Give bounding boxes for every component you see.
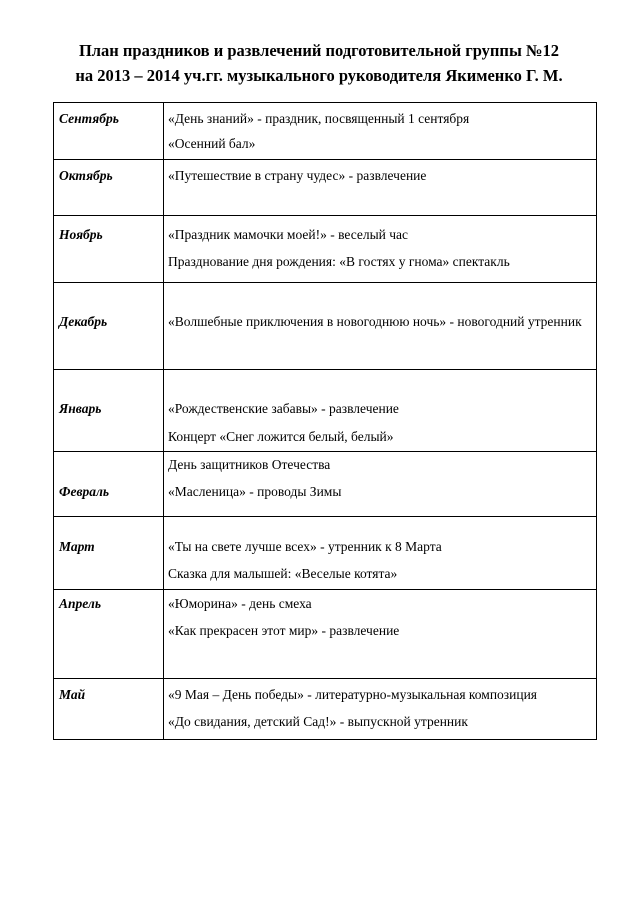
document-title [40,38,598,88]
events-cell [164,283,597,370]
month-label: Октябрь [59,168,113,183]
event-item: «До свидания, детский Сад!» - выпускной утренник [168,714,468,729]
events-cell [164,370,597,452]
events-cell [164,679,597,740]
events-cell [164,103,597,160]
month-label: Сентябрь [59,111,119,126]
month-label: Декабрь [59,314,108,329]
events-cell [164,452,597,517]
month-label: Ноябрь [59,227,103,242]
title-line-1: План праздников и развлечений подготовительной группы №12 [78,41,560,60]
events-cell [164,216,597,283]
title-line-2: на 2013 – 2014 уч.гг. музыкального руководителя Якименко Г. М. [75,66,563,85]
month-cell [54,452,164,517]
event-item: «Масленица» - проводы Зимы [168,484,342,499]
month-cell [54,216,164,283]
month-cell [54,590,164,679]
table-row-may [54,679,597,740]
table-row-october [54,160,597,216]
table-row-november [54,216,597,283]
event-item: Празднование дня рождения: «В гостях у гнома» спектакль [168,254,510,269]
month-cell [54,103,164,160]
table-row-april [54,590,597,679]
event-item: «9 Мая – День победы» - литературно-музыкальная композиция [168,687,538,702]
table-row-march [54,517,597,590]
event-item: «Юморина» - день смеха [168,596,312,611]
table-row-december [54,283,597,370]
month-label: Январь [59,401,102,416]
event-item: «Ты на свете лучше всех» - утренник к 8 Марта [168,539,442,554]
events-plan-table [53,102,597,740]
month-cell [54,283,164,370]
month-cell [54,160,164,216]
event-item: «Праздник мамочки моей!» - веселый час [168,227,409,242]
table-row-september [54,103,597,160]
event-item: «Путешествие в страну чудес» - развлечение [168,168,427,183]
month-cell [54,370,164,452]
event-item: Концерт «Снег ложится белый, белый» [168,429,394,444]
events-cell [164,590,597,679]
event-item: День защитников Отечества [168,457,331,472]
event-item: «День знаний» - праздник, посвященный 1 сентября [168,111,470,126]
table-row-february [54,452,597,517]
month-label: Май [59,687,86,702]
table-row-january [54,370,597,452]
month-cell [54,679,164,740]
event-item: «Как прекрасен этот мир» - развлечение [168,623,400,638]
event-item: «Волшебные приключения в новогоднюю ночь» - новогодний утренник [168,314,582,329]
month-cell [54,517,164,590]
month-label: Апрель [59,596,102,611]
event-item: «Рождественские забавы» - развлечение [168,401,399,416]
events-cell [164,160,597,216]
events-cell [164,517,597,590]
month-label: Февраль [59,484,110,499]
event-item: «Осенний бал» [168,136,256,151]
month-label: Март [59,539,95,554]
event-item: Сказка для малышей: «Веселые котята» [168,566,398,581]
